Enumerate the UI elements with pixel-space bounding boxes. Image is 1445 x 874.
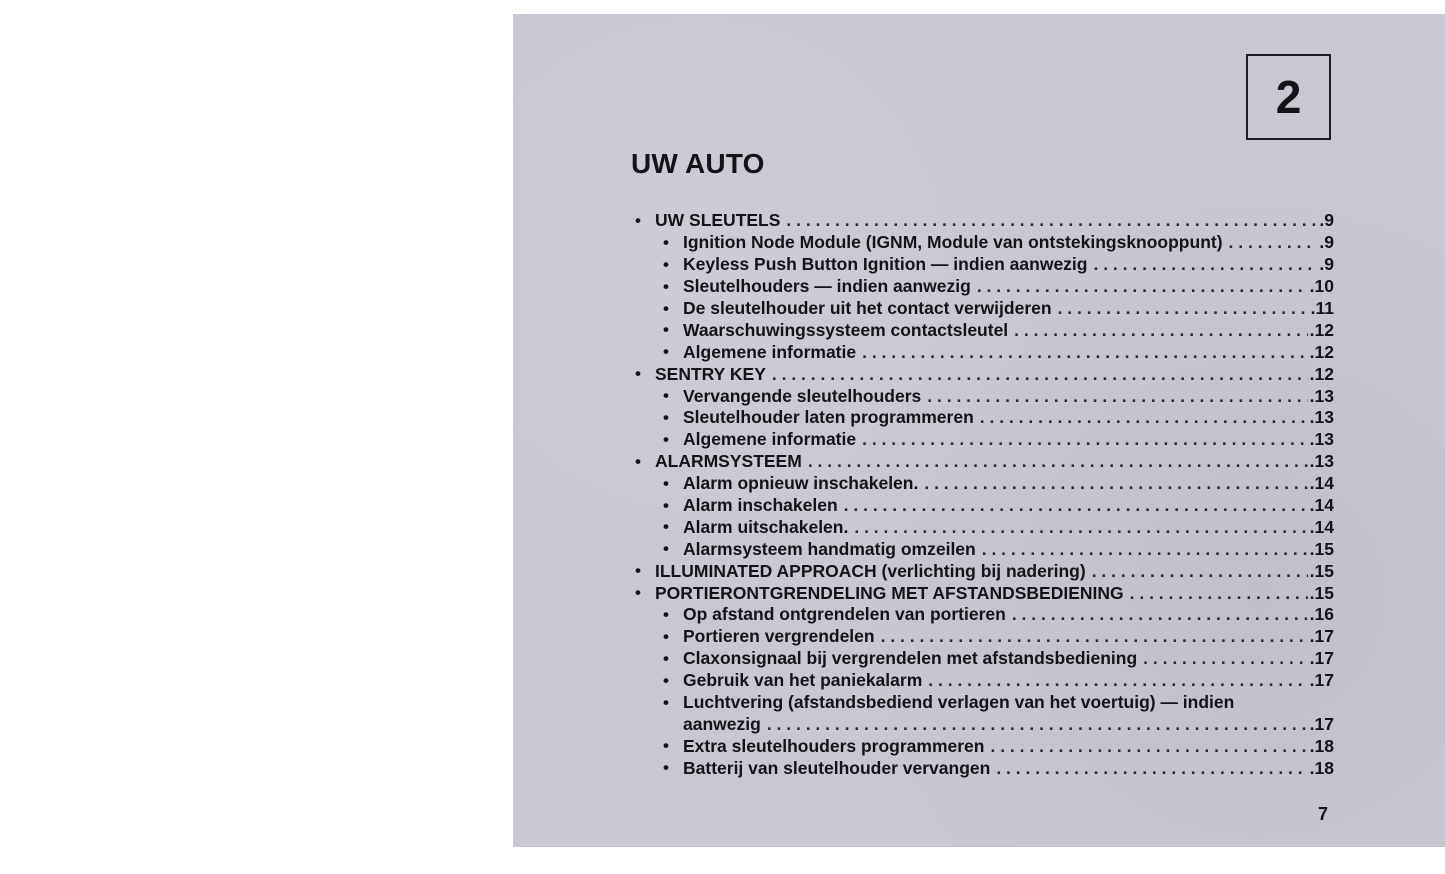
toc-page-ref: .18 — [1309, 757, 1334, 778]
toc-page-ref: .15 — [1309, 538, 1334, 559]
bullet-icon: • — [663, 473, 669, 493]
toc-subsection[interactable] — [631, 254, 1334, 276]
toc-entry-label: Vervangende sleutelhouders — [683, 385, 922, 406]
dot-leader — [990, 736, 1307, 757]
toc-section[interactable] — [631, 582, 1334, 604]
dot-leader — [982, 539, 1308, 560]
dot-leader — [996, 758, 1307, 779]
toc-subsection[interactable] — [631, 735, 1334, 757]
toc-subsection[interactable] — [631, 692, 1334, 714]
toc-entry-label: Algemene informatie — [683, 429, 857, 450]
toc-section[interactable] — [631, 560, 1334, 582]
dot-leader — [862, 429, 1308, 450]
bullet-icon: • — [663, 408, 669, 428]
toc-page-ref: .10 — [1309, 276, 1334, 297]
bullet-icon: • — [663, 605, 669, 625]
bullet-icon: • — [663, 320, 669, 340]
dot-leader — [1014, 320, 1308, 341]
toc-page-ref: .17 — [1309, 713, 1334, 734]
toc-page-ref: .9 — [1319, 254, 1334, 275]
toc-entry-label: Sleutelhouder laten programmeren — [683, 407, 974, 428]
dot-leader — [1229, 232, 1318, 253]
toc-entry-label: PORTIERONTGRENDELING MET AFSTANDSBEDIENING — [655, 582, 1124, 603]
toc-entry-label: Alarm inschakelen — [683, 495, 838, 516]
bullet-icon: • — [663, 429, 669, 449]
toc-entry-label: Algemene informatie — [683, 341, 857, 362]
dot-leader — [977, 276, 1308, 297]
bullet-icon: • — [635, 583, 641, 603]
toc-page-ref: .13 — [1309, 429, 1334, 450]
toc-subsection[interactable] — [631, 298, 1334, 320]
toc-entry-label: Claxonsignaal bij vergrendelen met afstandsbediening — [683, 648, 1138, 669]
toc-page-ref: .9 — [1319, 210, 1334, 231]
toc-page-ref: .13 — [1309, 451, 1334, 472]
dot-leader — [772, 364, 1308, 385]
toc-entry-label: UW SLEUTELS — [655, 210, 781, 231]
dot-leader — [1092, 561, 1308, 582]
bullet-icon: • — [663, 539, 669, 559]
bullet-icon: • — [635, 211, 641, 230]
toc-section[interactable] — [631, 451, 1334, 473]
chapter-number: 2 — [1275, 71, 1302, 123]
toc-entry-label: Sleutelhouders — indien aanwezig — [683, 276, 971, 297]
toc-page-ref: .13 — [1309, 385, 1334, 406]
toc-page-ref: .14 — [1309, 495, 1334, 516]
toc-entry-label: Luchtvering (afstandsbediend verlagen van het voertuig) — indien — [683, 692, 1235, 713]
bullet-icon: • — [663, 626, 669, 646]
toc-entry-label: Waarschuwingssysteem contactsleutel — [683, 319, 1009, 340]
toc-entry-label: Alarm opnieuw inschakelen. — [683, 473, 919, 494]
bullet-icon: • — [663, 648, 669, 668]
toc-entry-label: Op afstand ontgrendelen van portieren — [683, 604, 1006, 625]
toc-subsection[interactable] — [631, 407, 1334, 429]
chapter-title: UW AUTO — [631, 148, 765, 179]
toc-page-ref: .15 — [1309, 560, 1334, 581]
toc-subsection[interactable] — [631, 670, 1334, 692]
toc-entry-label: Ignition Node Module (IGNM, Module van ontstekingsknooppunt) — [683, 232, 1223, 253]
toc-entry-label: Keyless Push Button Ignition — indien aanwezig — [683, 254, 1088, 275]
toc-subsection[interactable] — [631, 516, 1334, 538]
toc-subsection[interactable] — [631, 473, 1334, 495]
toc-entry-label: Gebruik van het paniekalarm — [683, 670, 923, 691]
dot-leader — [767, 714, 1308, 735]
dot-leader — [1093, 254, 1317, 275]
toc-subsection[interactable] — [631, 341, 1334, 363]
bullet-icon: • — [663, 495, 669, 515]
toc-page-ref: .15 — [1309, 582, 1334, 603]
toc-page-ref: .17 — [1309, 670, 1334, 691]
toc-subsection[interactable] — [631, 757, 1334, 779]
bullet-icon: • — [663, 517, 669, 537]
bullet-icon: • — [663, 298, 669, 318]
bullet-icon: • — [663, 736, 669, 756]
toc-page-ref: .11 — [1310, 298, 1334, 318]
chapter-number-box — [1246, 54, 1331, 140]
bullet-icon: • — [663, 386, 669, 406]
bullet-icon: • — [663, 692, 669, 712]
bullet-icon: • — [635, 364, 641, 384]
bullet-icon: • — [663, 254, 669, 274]
dot-leader — [924, 473, 1307, 494]
toc-subsection[interactable] — [631, 276, 1334, 298]
toc-entry-label: Alarm uitschakelen. — [683, 516, 849, 537]
page-number: 7 — [1318, 804, 1329, 824]
toc-section[interactable] — [631, 363, 1334, 385]
dot-leader — [862, 342, 1308, 363]
dot-leader — [844, 495, 1308, 516]
bullet-icon: • — [663, 342, 669, 362]
toc-page-ref: .12 — [1309, 319, 1334, 340]
toc-page-ref: .17 — [1309, 626, 1334, 647]
toc-subsection[interactable] — [631, 538, 1334, 560]
toc-subsection[interactable] — [631, 232, 1334, 254]
toc-page-ref: .14 — [1309, 516, 1334, 537]
dot-leader — [980, 407, 1308, 428]
bullet-icon: • — [663, 670, 669, 690]
dot-leader — [1012, 604, 1308, 625]
bullet-icon: • — [663, 232, 669, 252]
toc-subsection[interactable] — [631, 495, 1334, 517]
bullet-icon: • — [635, 561, 641, 581]
toc-entry-label: ILLUMINATED APPROACH (verlichting bij nadering) — [655, 560, 1086, 581]
table-of-contents — [631, 210, 1334, 779]
toc-subsection[interactable] — [631, 713, 1334, 735]
toc-entry-label: Batterij van sleutelhouder vervangen — [683, 757, 991, 778]
toc-page-ref: .12 — [1309, 363, 1334, 384]
dot-leader — [786, 210, 1317, 231]
toc-page-ref: .17 — [1309, 648, 1334, 669]
dot-leader — [808, 451, 1308, 472]
toc-subsection[interactable] — [631, 429, 1334, 451]
dot-leader — [928, 670, 1307, 691]
bullet-icon: • — [635, 451, 641, 471]
dot-leader — [854, 517, 1307, 538]
toc-entry-label: Alarmsysteem handmatig omzeilen — [683, 538, 976, 559]
toc-page-ref: .13 — [1309, 407, 1334, 428]
dot-leader — [1130, 583, 1308, 604]
toc-subsection[interactable] — [631, 604, 1334, 626]
toc-page-ref: .12 — [1309, 341, 1334, 362]
toc-entry-label: SENTRY KEY — [655, 363, 766, 384]
toc-page-ref: .18 — [1309, 735, 1334, 756]
toc-entry-label: aanwezig — [683, 713, 761, 734]
bullet-icon: • — [663, 276, 669, 296]
bullet-icon: • — [663, 758, 669, 778]
dot-leader — [881, 626, 1308, 647]
toc-entry-label: Extra sleutelhouders programmeren — [683, 735, 985, 756]
toc-page-ref: .14 — [1309, 473, 1334, 494]
dot-leader — [927, 386, 1307, 407]
toc-page-ref: .16 — [1309, 604, 1334, 625]
toc-entry-label: De sleutelhouder uit het contact verwijderen — [683, 298, 1052, 318]
manual-page — [513, 14, 1445, 847]
dot-leader — [1143, 648, 1308, 669]
toc-subsection[interactable] — [631, 385, 1334, 407]
dot-leader — [1058, 298, 1309, 319]
toc-entry-label: ALARMSYSTEEM — [655, 451, 802, 472]
toc-entry-label: Portieren vergrendelen — [683, 626, 875, 647]
toc-section[interactable] — [631, 210, 1334, 232]
toc-subsection[interactable] — [631, 648, 1334, 670]
toc-page-ref: .9 — [1319, 232, 1334, 253]
toc-subsection[interactable] — [631, 626, 1334, 648]
toc-subsection[interactable] — [631, 319, 1334, 341]
